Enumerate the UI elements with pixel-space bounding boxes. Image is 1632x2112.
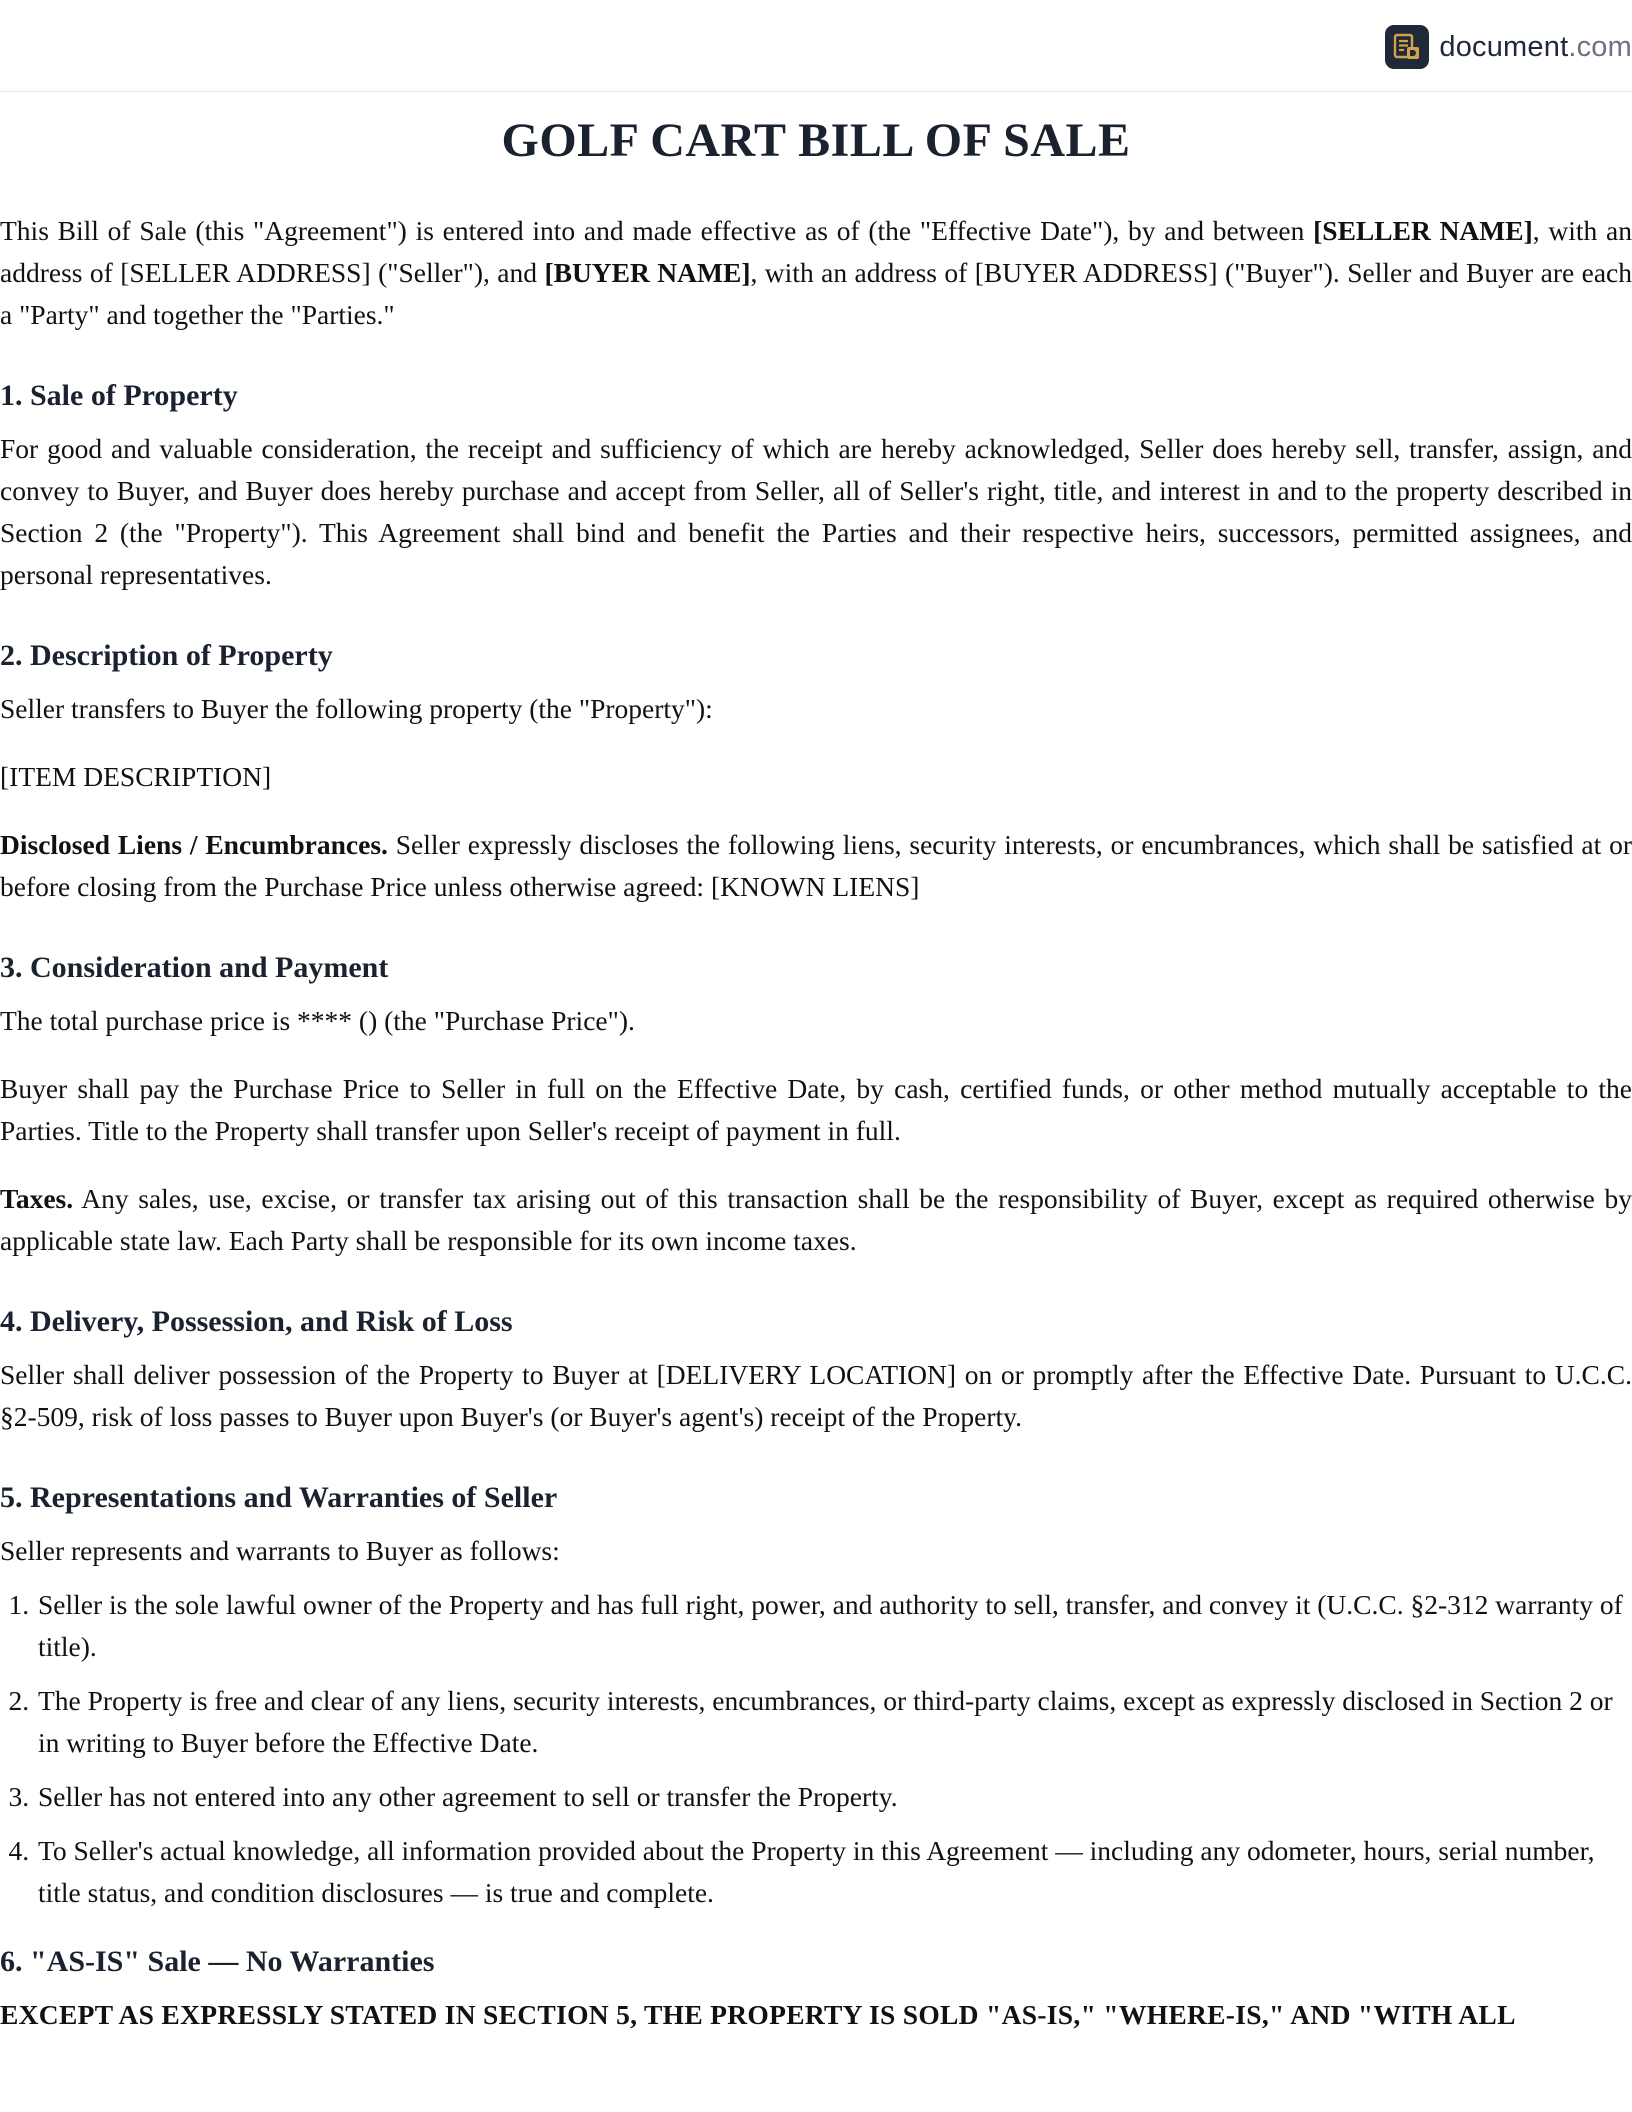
section-heading: 6. "AS-IS" Sale — No Warranties bbox=[0, 1944, 435, 1978]
liens-paragraph: Disclosed Liens / Encumbrances. Seller expressly discloses the following liens, security interests, or encumbrances, which shall be satisfied at or before closing from the Purchase Price unless otherwise agreed: [KNOWN LIENS] bbox=[0, 828, 1632, 902]
intro-paragraph: This Bill of Sale (this "Agreement") is entered into and made effective as of (the "Effective Date"), by and between [SELLER NAME], with an address of [SELLER ADDRESS] ("Seller"), and [BUYER NAME], with an address of [BUYER ADDRESS] ("Buyer"). Seller and Buyer are each a "Party" and together the "Parties." bbox=[0, 214, 1632, 330]
section-consideration bbox=[0, 948, 1632, 1262]
section-heading: 2. Description of Property bbox=[0, 638, 333, 672]
list-item: 1. Seller is the sole lawful owner of the Property and has full right, power, and authority to sell, transfer, and convey it (U.C.C. §2-312 warranty of title). bbox=[36, 1584, 1632, 1668]
section-heading: 4. Delivery, Possession, and Risk of Loss bbox=[0, 1304, 513, 1338]
section-delivery bbox=[0, 1302, 1632, 1438]
taxes-paragraph: Taxes. Any sales, use, excise, or transfer tax arising out of this transaction shall be the responsibility of Buyer, except as required otherwise by applicable state law. Each Party shall be responsible for its own income taxes. bbox=[0, 1182, 1632, 1256]
list-item: 3. Seller has not entered into any other agreement to sell or transfer the Property. bbox=[36, 1776, 1632, 1818]
section-sale-of-property bbox=[0, 376, 1632, 596]
section-body: For good and valuable consideration, the receipt and sufficiency of which are hereby acknowledged, Seller does hereby sell, transfer, assign, and convey to Buyer, and Buyer does hereby purchase and accept from Seller, all of Seller's right, title, and interest in and to the property described in Section 2 (the "Property"). This Agreement shall bind and benefit the Parties and their respective heirs, successors, permitted assignees, and personal representatives. bbox=[0, 432, 1632, 590]
section-body: Seller transfers to Buyer the following property (the "Property"): bbox=[0, 692, 713, 724]
section-heading: 1. Sale of Property bbox=[0, 378, 238, 412]
section-body: Seller represents and warrants to Buyer as follows: bbox=[0, 1534, 560, 1566]
list-item: 2. The Property is free and clear of any liens, security interests, encumbrances, or third-party claims, except as expressly disclosed in Section 2 or in writing to Buyer before the Effective Date. bbox=[36, 1680, 1632, 1764]
section-as-is bbox=[0, 1942, 1632, 2036]
brand-name: document.com bbox=[1439, 30, 1632, 63]
payment-paragraph: Buyer shall pay the Purchase Price to Seller in full on the Effective Date, by cash, certified funds, or other method mutually acceptable to the Parties. Title to the Property shall transfer upon Seller's receipt of payment in full. bbox=[0, 1072, 1632, 1146]
top-bar bbox=[0, 0, 1632, 92]
item-description: [ITEM DESCRIPTION] bbox=[0, 760, 272, 792]
section-representations bbox=[0, 1478, 1632, 1914]
section-body: Seller shall deliver possession of the Property to Buyer at [DELIVERY LOCATION] on or promptly after the Effective Date. Pursuant to U.C.C. §2-509, risk of loss passes to Buyer upon Buyer's (or Buyer's agent's) receipt of the Property. bbox=[0, 1358, 1632, 1432]
purchase-price: The total purchase price is **** () (the "Purchase Price"). bbox=[0, 1004, 635, 1036]
section-heading: 3. Consideration and Payment bbox=[0, 950, 389, 984]
section-description-of-property bbox=[0, 636, 1632, 908]
list-item: 4. To Seller's actual knowledge, all information provided about the Property in this Agreement — including any odometer, hours, serial number, title status, and condition disclosures — is true and complete. bbox=[36, 1830, 1632, 1914]
page-title: GOLF CART BILL OF SALE bbox=[501, 114, 1131, 167]
warranty-list bbox=[0, 1584, 1632, 1914]
section-heading: 5. Representations and Warranties of Seller bbox=[0, 1480, 558, 1514]
document-body bbox=[0, 92, 1632, 2036]
section-body: EXCEPT AS EXPRESSLY STATED IN SECTION 5, THE PROPERTY IS SOLD "AS-IS," "WHERE-IS," AND "WITH ALL bbox=[0, 1998, 1516, 2030]
document-icon bbox=[1385, 25, 1429, 69]
brand-logo[interactable] bbox=[1385, 24, 1632, 70]
